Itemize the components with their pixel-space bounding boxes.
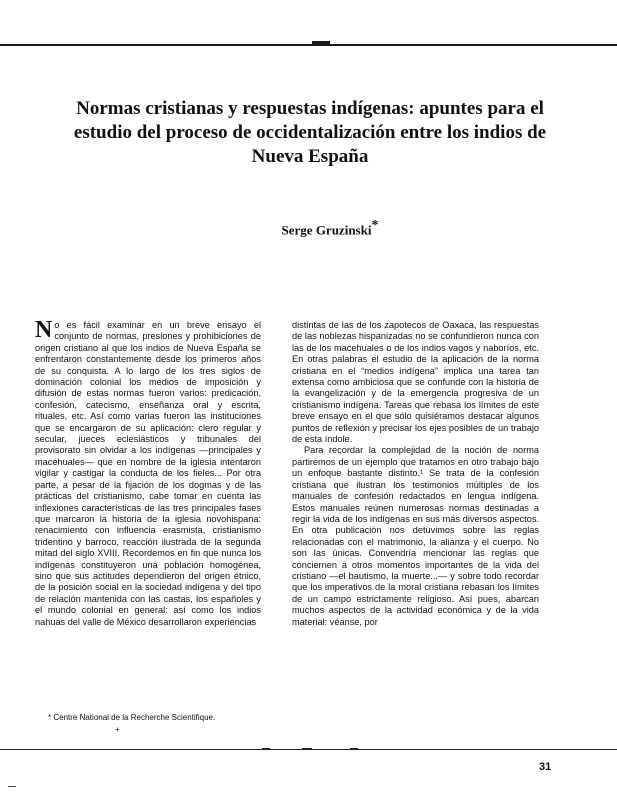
right-paragraph-1: distintas de las de los zapotecos de Oaxaca, las respuestas de las noblezas hispanizadas no se confundieron nunca con las de los macehuales o de los indios vagos y naboríos, etc. En otras palabras el estudio de la aplicación de la norma cristiana en el “medios indígena” implica una tarea tan extensa como ambiciosa que se confunde con la historia de la evangelización y de la emergencia progresiva de un cristianismo indígena. Tareas que rebasa los límites de este breve ensayo en el que sólo quisiéramos destacar algunos puntos de reflexión y precisar los ejes posibles de un trabajo de esta índole.: [292, 320, 539, 445]
bottom-rule: [0, 749, 617, 750]
top-rule: [0, 44, 617, 46]
drop-cap: N: [35, 317, 53, 343]
left-paragraph-1-text: o es fácil examinar en un breve ensayo el conjunto de normas, presiones y prohibiciones de origen cristiano al que los indios de Nueva España se enfrentaron constantemente desde los primeros años de su conquista. A lo largo de los tres siglos de dominación colonial los medios de imposición y difusión de estas normas fueron varios: predicación, confesión, catecismo, enseñanza oral y escrita, rituales, etc. Así como varias fueron las instituciones que se encargaron de su aplicación: clero regular y secular, jueces eclesiásticos y tribunales del provisorato sin olvidar a los indígenas —principales y macehuales— que en nombre de la iglesia intentaron vigilar y castigar la conducta de los fieles... Por otra parte, a pesar de la fijación de los dogmas y de las prácticas del cristianismo, cabe tomar en cuenta las inflexiones características de las tres principales fases que marcaron la historia de la iglesia novohispana: renacimiento con influencia erasmista, cristianismo tridentino y barroco, reacción ilustrada de la segunda mitad del siglo XVIII. Recordemos en fin que nunca los indígenas constituyeron una población homogénea, sino que sus actitudes dependieron del origen étnico, de la posición social en la sociedad indígena y del tipo de relación mantenida con las castas, los españoles y el mundo colonial en general: así como los indios nahuas del valle de México desarrollaron experiencias: [35, 320, 261, 627]
author-line: [200, 218, 460, 238]
page-number: 31: [539, 761, 552, 773]
footnote: * Centre National de la Recherche Scientifique.: [48, 713, 216, 722]
author-name: Serge Gruzinski: [281, 222, 372, 238]
left-column: [35, 317, 261, 628]
author-footnote-mark: *: [371, 218, 379, 233]
right-paragraph-2: Para recordar la complejidad de la noción de norma partiremos de un ejemplo que tratamos en otro trabajo bajo un enfoque bastante distinto.¹ Se trata de la confesión cristiana que ilustran los testimonios múltiples de los manuales de confesión redactados en lengua indígena. Estos manuales reúnen numerosas normas destinadas a regir la vida de los indígenas en sus más diversos aspectos. En otra publicación nos detuvimos sobre las reglas relacionadas con el matrimonio, la alianza y el cuerpo. No son las únicas. Convendría mencionar las reglas que conciernen a otros momentos importantes de la vida del cristiano —el bautismo, la muerte...— y sobre todo recordar que los imperativos de la moral cristiana rebasan los límites de un campo estrictamente religioso. Así pues, abarcan muchos aspectos de la actividad económica y de la vida material: véanse, por: [292, 445, 539, 627]
left-paragraph-1: [35, 317, 261, 628]
article-title: Normas cristianas y respuestas indígenas: apuntes para el estudio del proceso de occidentalización entre los indios de Nueva España: [73, 98, 547, 167]
corner-mark: [8, 786, 16, 787]
right-column: [292, 320, 539, 628]
footnote-mark: +: [115, 725, 120, 734]
